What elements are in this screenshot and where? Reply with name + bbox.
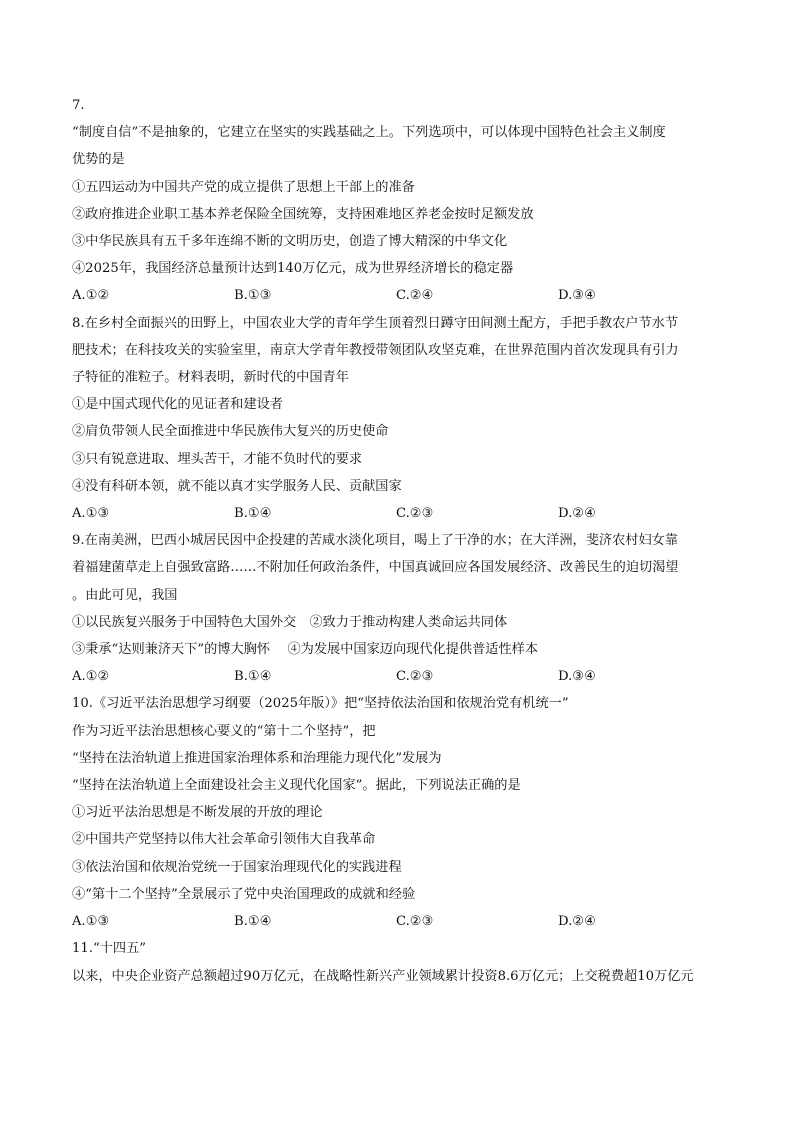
question-number: 7. (72, 98, 85, 113)
statement-3: ③依法治国和依规治党统一于国家治理现代化的实践进程 (72, 859, 402, 875)
question-stem: 作为习近平法治思想核心要义的“第十二个坚持”，把 (72, 723, 376, 739)
option-a: A.①③ (72, 914, 110, 930)
statement-1: ①习近平法治思想是不断发展的开放的理论 (72, 805, 323, 821)
statement-2: ②肩负带领人民全面推进中华民族伟大复兴的历史使命 (72, 424, 389, 440)
option-d: D.②④ (558, 506, 596, 522)
question-9 (72, 527, 732, 690)
question-stem: 优势的是 (72, 152, 125, 168)
question-stem: “制度自信”不是抽象的，它建立在坚实的实践基础之上。下列选项中，可以体现中国特色社会主义制度 (72, 125, 666, 141)
option-c: C.②④ (396, 288, 434, 304)
answer-options (72, 282, 732, 309)
answer-options (72, 663, 732, 690)
statements-1-2: ①以民族复兴服务于中国特色大国外交 ②致力于推动构建人类命运共同体 (72, 614, 508, 630)
question-11 (72, 935, 732, 989)
answer-options (72, 500, 732, 527)
option-c: C.②③ (396, 914, 434, 930)
question-stem: “坚持在法治轨道上全面建设社会主义现代化国家”。据此，下列说法正确的是 (72, 778, 521, 794)
exam-page (72, 92, 732, 990)
option-c: C.②③ (396, 506, 434, 522)
statement-3: ③只有锐意进取、埋头苦干，才能不负时代的要求 (72, 451, 363, 467)
statement-3: ③中华民族具有五千多年连绵不断的文明历史，创造了博大精深的中华文化 (72, 234, 508, 250)
statement-1: ①五四运动为中国共产党的成立提供了思想上干部上的准备 (72, 179, 415, 195)
question-stem: 8.在乡村全面振兴的田野上，中国农业大学的青年学生顶着烈日蹲守田间测土配方，手把手教农户节水节 (72, 315, 679, 331)
question-stem: 着福建菌草走上自强致富路……不附加任何政治条件，中国真诚回应各国发展经济、改善民生的迫切渴望 (72, 560, 679, 576)
option-d: D.②④ (558, 914, 596, 930)
option-c: C.②③ (396, 669, 434, 685)
question-stem: 11.“十四五” (72, 941, 147, 957)
statement-4: ④“第十二个坚持”全景展示了党中央治国理政的成就和经验 (72, 886, 416, 902)
question-8 (72, 310, 732, 528)
question-stem: 。由此可见，我国 (72, 587, 178, 603)
option-b: B.①③ (234, 288, 272, 304)
question-10 (72, 690, 732, 935)
question-stem: “坚持在法治轨道上推进国家治理体系和治理能力现代化”发展为 (72, 750, 442, 766)
question-stem: 9.在南美洲，巴西小城居民因中企投建的苦咸水淡化项目，喝上了干净的水；在大洋洲，斐济农村妇女靠 (72, 533, 679, 549)
question-stem: 10.《习近平法治思想学习纲要（2025年版）》把“坚持依法治国和依规治党有机统一” (72, 696, 569, 712)
answer-options (72, 908, 732, 935)
option-a: A.①③ (72, 506, 110, 522)
option-d: D.③④ (558, 288, 596, 304)
question-stem: 子特征的准粒子。材料表明，新时代的中国青年 (72, 370, 349, 386)
statement-2: ②中国共产党坚持以伟大社会革命引领伟大自我革命 (72, 832, 376, 848)
statement-4: ④没有科研本领，就不能以真才实学服务人民、贡献国家 (72, 478, 402, 494)
statement-4: ④2025年，我国经济总量预计达到140万亿元，成为世界经济增长的稳定器 (72, 261, 514, 277)
option-b: B.①④ (234, 914, 272, 930)
option-b: B.①④ (234, 669, 272, 685)
option-a: A.①② (72, 669, 110, 685)
question-stem: 以来，中央企业资产总额超过90万亿元，在战略性新兴产业领域累计投资8.6万亿元；上交税费超10万亿元 (72, 968, 694, 984)
question-stem: 肥技术；在科技攻关的实验室里，南京大学青年教授带领团队攻坚克难，在世界范围内首次发现具有引力 (72, 342, 679, 358)
statement-2: ②政府推进企业职工基本养老保险全国统筹，支持困难地区养老金按时足额发放 (72, 206, 534, 222)
option-b: B.①④ (234, 506, 272, 522)
statements-3-4: ③秉承“达则兼济天下”的博大胸怀 ④为发展中国家迈向现代化提供普适性样本 (72, 642, 539, 658)
statement-1: ①是中国式现代化的见证者和建设者 (72, 397, 283, 413)
option-d: D.③④ (558, 669, 596, 685)
option-a: A.①② (72, 288, 110, 304)
question-7 (72, 92, 732, 310)
